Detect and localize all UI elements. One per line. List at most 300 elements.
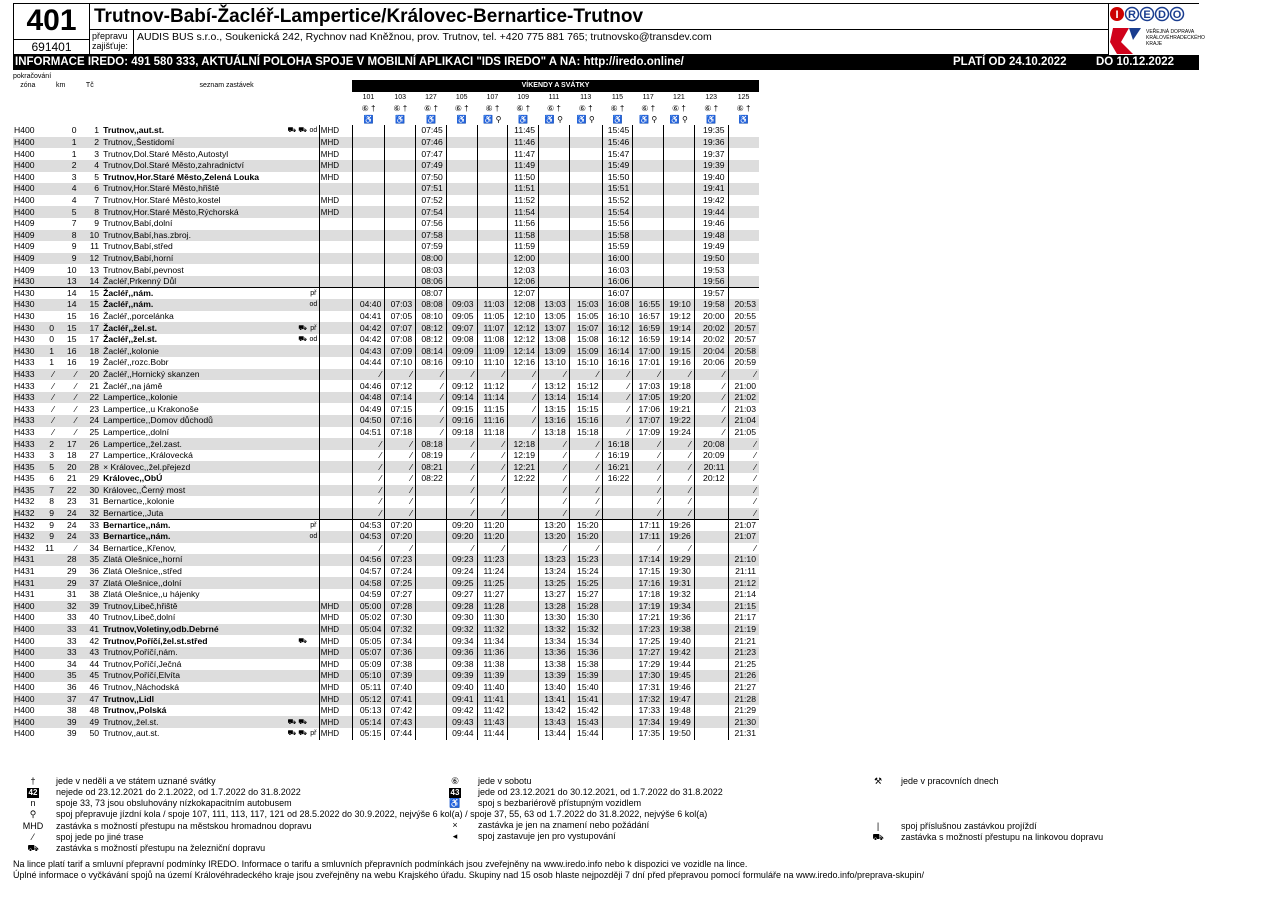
- departure-time: 07:41: [385, 693, 416, 705]
- departure-time: ⁄: [539, 450, 570, 462]
- km-alt-cell: [43, 137, 56, 149]
- stop-transfer-icon: [285, 311, 308, 323]
- stop-name: Bernartice,,kolonie: [103, 496, 175, 507]
- arr-dep-mark: [308, 183, 319, 195]
- departure-time: [633, 183, 664, 195]
- km-alt-cell: [43, 125, 56, 137]
- departure-time: 07:59: [416, 241, 447, 253]
- departure-time: ⁄: [539, 438, 570, 450]
- departure-time: [385, 264, 416, 276]
- stop-transfer-icon: [285, 299, 308, 311]
- timetable-row: [13, 311, 759, 323]
- trip-number: 123: [705, 93, 717, 101]
- km-alt-cell: [43, 647, 56, 659]
- stop-number: 43: [89, 647, 100, 658]
- departure-time: ⁄: [385, 508, 416, 520]
- timetable-row: [13, 438, 759, 450]
- departure-time: ⁄: [539, 461, 570, 473]
- arr-dep-mark: [308, 137, 319, 149]
- stop-name: Trutnov,Dol.Staré Město,zahradnictví: [103, 160, 244, 171]
- departure-time: 13:03: [539, 299, 570, 311]
- departure-time: 09:27: [446, 589, 477, 601]
- departure-time: [385, 183, 416, 195]
- departure-time: ⁄: [477, 543, 508, 555]
- departure-time: 13:40: [539, 682, 570, 694]
- stop-transfer-icon: [285, 519, 308, 531]
- departure-time: 07:51: [416, 183, 447, 195]
- zone-cell: H400: [14, 716, 35, 727]
- departure-time: [539, 172, 570, 184]
- departure-time: [694, 728, 728, 740]
- departure-time: [728, 183, 759, 195]
- departure-time: 13:20: [539, 519, 570, 531]
- header-spacer: [13, 103, 352, 125]
- departure-time: [728, 264, 759, 276]
- stop-transfer-icon: [285, 137, 308, 149]
- departure-time: [416, 705, 447, 717]
- departure-time: 13:18: [539, 427, 570, 439]
- km-alt-cell: [43, 299, 56, 311]
- km-cell: 34: [66, 658, 77, 669]
- legend-text: jede v neděli a ve státem uznané svátky: [56, 776, 216, 786]
- departure-time: [539, 288, 570, 300]
- mhd-mark: [319, 369, 352, 381]
- departure-time: 11:03: [477, 299, 508, 311]
- departure-time: [352, 253, 385, 265]
- km-alt-cell: [43, 566, 56, 578]
- departure-time: [694, 705, 728, 717]
- departure-time: [508, 728, 539, 740]
- trip-group-header: VÍKENDY A SVÁTKY: [352, 80, 759, 92]
- departure-time: [569, 253, 602, 265]
- departure-time: 21:23: [728, 647, 759, 659]
- departure-time: 19:18: [664, 380, 695, 392]
- stop-transfer-icon: [285, 682, 308, 694]
- mhd-mark: MHD: [319, 728, 352, 740]
- departure-time: 16:12: [602, 322, 633, 334]
- departure-time: [602, 554, 633, 566]
- km-alt-cell: [43, 728, 56, 740]
- departure-time: ⁄: [477, 369, 508, 381]
- stop-transfer-icon: [285, 172, 308, 184]
- stop-transfer-icon: [285, 438, 308, 450]
- km-cell: 24: [66, 531, 77, 542]
- km-alt-cell: 11: [45, 542, 55, 553]
- stop-transfer-icon: [285, 601, 308, 613]
- timetable-row: [13, 670, 759, 682]
- departure-time: [664, 288, 695, 300]
- departure-time: 11:51: [508, 183, 539, 195]
- timetable-row: [13, 508, 759, 520]
- departure-time: 17:23: [633, 624, 664, 636]
- stop-number: 18: [89, 345, 100, 356]
- departure-time: 20:55: [728, 311, 759, 323]
- stop-name: Bernartice,,Křenov,: [103, 542, 176, 553]
- departure-time: [602, 519, 633, 531]
- departure-time: 17:25: [633, 635, 664, 647]
- stop-transfer-icon: [285, 508, 308, 520]
- departure-time: 19:44: [664, 659, 695, 671]
- departure-time: 13:38: [539, 659, 570, 671]
- trip-signs: [508, 103, 539, 125]
- departure-time: 09:20: [446, 519, 477, 531]
- departure-time: 16:22: [602, 473, 633, 485]
- departure-time: ⁄: [664, 543, 695, 555]
- departure-time: 21:15: [728, 601, 759, 613]
- stop-transfer-icon: [285, 461, 308, 473]
- departure-time: 11:43: [477, 716, 508, 728]
- departure-time: 04:44: [352, 357, 385, 369]
- departure-time: 11:08: [477, 334, 508, 346]
- stop-number: 4: [94, 160, 100, 171]
- departure-time: 17:27: [633, 647, 664, 659]
- timetable-row: [13, 624, 759, 636]
- departure-time: ⁄: [539, 508, 570, 520]
- stop-number: 1: [94, 125, 100, 136]
- stop-name: Královec,,ObÚ: [103, 473, 163, 484]
- departure-time: 07:08: [385, 334, 416, 346]
- departure-time: 07:52: [416, 195, 447, 207]
- departure-time: 04:50: [352, 415, 385, 427]
- trip-service-sign: ♿: [738, 115, 749, 125]
- departure-time: [694, 716, 728, 728]
- arr-dep-mark: [308, 253, 319, 265]
- departure-time: 16:03: [602, 264, 633, 276]
- departure-time: ⁄: [446, 369, 477, 381]
- mhd-mark: MHD: [319, 601, 352, 613]
- departure-time: 19:35: [694, 125, 728, 137]
- trip-service-sign: ♿ ⚲: [639, 115, 658, 125]
- km-cell: 7: [71, 218, 77, 229]
- departure-time: ⁄: [728, 369, 759, 381]
- carrier-label: přepravu zajišťuje:: [92, 31, 128, 51]
- trip-day-sign: ⑥ †: [736, 104, 751, 114]
- stop-transfer-icon: ⛟: [298, 336, 308, 344]
- departure-time: ⁄: [477, 496, 508, 508]
- stop-name: Trutnov,,žel.st.: [103, 716, 159, 727]
- arr-dep-mark: [308, 624, 319, 636]
- trip-day-sign: ⑥ †: [671, 104, 686, 114]
- zone-cell: H433: [14, 357, 35, 368]
- departure-time: 04:42: [352, 334, 385, 346]
- departure-time: [539, 253, 570, 265]
- departure-time: 21:07: [728, 531, 759, 543]
- km-cell: 24: [66, 507, 77, 518]
- km-cell: 5: [71, 206, 77, 217]
- departure-time: [385, 172, 416, 184]
- departure-time: 09:09: [446, 345, 477, 357]
- stop-transfer-icon: [285, 589, 308, 601]
- stop-transfer-icon: [285, 624, 308, 636]
- zone-cell: H431: [14, 554, 35, 565]
- departure-time: [664, 206, 695, 218]
- stop-name: Žacléř,,nám.: [103, 299, 154, 310]
- departure-time: [446, 218, 477, 230]
- departure-time: 19:44: [694, 206, 728, 218]
- departure-time: 19:24: [664, 427, 695, 439]
- mhd-mark: MHD: [319, 137, 352, 149]
- departure-time: 15:58: [602, 230, 633, 242]
- departure-time: 07:20: [385, 531, 416, 543]
- departure-time: ⁄: [694, 392, 728, 404]
- arr-dep-mark: [308, 345, 319, 357]
- zone-cell: H409: [14, 229, 35, 240]
- stop-transfer-icon: [285, 148, 308, 160]
- arr-dep-mark: [308, 496, 319, 508]
- departure-time: 16:59: [633, 334, 664, 346]
- departure-time: [539, 125, 570, 137]
- departure-time: 19:48: [694, 230, 728, 242]
- stop-name: Trutnov,,aut.st.: [103, 728, 160, 739]
- departure-time: 15:46: [602, 137, 633, 149]
- km-alt-cell: [43, 693, 56, 705]
- departure-time: ⁄: [633, 543, 664, 555]
- departure-time: 13:24: [539, 566, 570, 578]
- departure-time: [385, 288, 416, 300]
- stop-number: 33: [89, 531, 100, 542]
- km-cell: 33: [66, 612, 77, 623]
- departure-time: 09:41: [446, 693, 477, 705]
- departure-time: 09:23: [446, 554, 477, 566]
- legend-text: jede v pracovních dnech: [901, 776, 999, 786]
- mhd-mark: [319, 450, 352, 462]
- stop-number: 11: [90, 241, 100, 252]
- timetable-row: [13, 403, 759, 415]
- departure-time: [728, 230, 759, 242]
- stop-name: Žacléř,Prkenný Důl: [103, 275, 177, 286]
- departure-time: 11:56: [508, 218, 539, 230]
- trip-signs: [416, 103, 447, 125]
- departure-time: 16:06: [602, 276, 633, 288]
- departure-time: [477, 230, 508, 242]
- mhd-mark: MHD: [319, 125, 352, 137]
- departure-time: 13:39: [539, 670, 570, 682]
- stop-name: Trutnov,Babí,pevnost: [103, 264, 184, 275]
- departure-time: 15:38: [569, 659, 602, 671]
- departure-time: 19:36: [694, 137, 728, 149]
- arr-dep-mark: [308, 566, 319, 578]
- departure-time: 20:02: [694, 334, 728, 346]
- timetable-row: [13, 647, 759, 659]
- departure-time: ⁄: [477, 508, 508, 520]
- departure-time: 15:49: [602, 160, 633, 172]
- departure-time: 08:00: [416, 253, 447, 265]
- departure-time: 04:53: [352, 531, 385, 543]
- info-text: INFORMACE IREDO: 491 580 333, AKTUÁLNÍ POLOHA SPOJE V MOBILNÍ APLIKACI "IDS IREDO" A NA: http://iredo.online/: [15, 56, 684, 68]
- trip-day-sign: ⑥ †: [516, 104, 531, 114]
- departure-time: 05:02: [352, 612, 385, 624]
- stop-number: 34: [89, 542, 100, 553]
- km-alt-cell: ⁄: [52, 392, 55, 403]
- km-alt-cell: ⁄: [52, 426, 55, 437]
- departure-time: [633, 148, 664, 160]
- km-cell: 2: [71, 160, 77, 171]
- departure-time: [633, 253, 664, 265]
- departure-time: ⁄: [569, 369, 602, 381]
- departure-time: ⁄: [508, 369, 539, 381]
- departure-time: [602, 577, 633, 589]
- waiting-note: Úplné informace o vyčkávání spojů na území Královéhradeckého kraje jsou zveřejněny na webu Krajského úřadu. Skupiny nad 15 osob hlaste nejpozději 7 dní před přepravou pomocí formuláře na www.iredo.info/preprava-skupin/: [13, 870, 925, 880]
- mhd-mark: MHD: [319, 682, 352, 694]
- departure-time: 17:34: [633, 716, 664, 728]
- departure-time: 15:42: [569, 705, 602, 717]
- iredo-logo: [1108, 4, 1205, 56]
- departure-time: ⁄: [664, 473, 695, 485]
- departure-time: [508, 670, 539, 682]
- departure-time: 08:06: [416, 276, 447, 288]
- departure-time: 08:22: [416, 473, 447, 485]
- departure-time: 19:29: [664, 554, 695, 566]
- departure-time: 21:00: [728, 380, 759, 392]
- departure-time: ⁄: [694, 380, 728, 392]
- departure-time: 15:43: [569, 716, 602, 728]
- departure-time: ⁄: [352, 496, 385, 508]
- stop-name: Žacléř,,žel.st.: [103, 334, 158, 345]
- zone-cell: H430: [14, 345, 35, 356]
- departure-time: 13:27: [539, 589, 570, 601]
- zone-cell: H400: [14, 728, 35, 739]
- timetable-row: [13, 554, 759, 566]
- departure-time: 07:39: [385, 670, 416, 682]
- carrier-divider: [133, 29, 134, 56]
- departure-time: 16:16: [602, 357, 633, 369]
- departure-time: 12:18: [508, 438, 539, 450]
- departure-time: [446, 241, 477, 253]
- departure-time: 13:28: [539, 601, 570, 613]
- departure-time: 13:15: [539, 403, 570, 415]
- departure-time: 05:12: [352, 693, 385, 705]
- departure-time: 07:09: [385, 345, 416, 357]
- timetable-row: [13, 577, 759, 589]
- departure-time: 11:38: [477, 659, 508, 671]
- departure-time: ⁄: [508, 403, 539, 415]
- departure-time: ⁄: [352, 485, 385, 497]
- departure-time: ⁄: [569, 543, 602, 555]
- departure-time: [477, 195, 508, 207]
- departure-time: [539, 160, 570, 172]
- departure-time: ⁄: [385, 485, 416, 497]
- departure-time: 04:48: [352, 392, 385, 404]
- departure-time: [416, 624, 447, 636]
- departure-time: 08:07: [416, 288, 447, 300]
- departure-time: 15:30: [569, 612, 602, 624]
- stop-name: Trutnov,Hor.Staré Město,hřiště: [103, 183, 220, 194]
- departure-time: ⁄: [728, 543, 759, 555]
- trip-day-sign: ⑥ †: [610, 104, 625, 114]
- departure-time: 05:13: [352, 705, 385, 717]
- departure-time: 07:54: [416, 206, 447, 218]
- departure-time: [416, 543, 447, 555]
- stop-transfer-icon: [285, 566, 308, 578]
- stop-name: Zlatá Olešnice,,u hájenky: [103, 589, 200, 600]
- departure-time: 15:12: [569, 380, 602, 392]
- zone-cell: H433: [14, 450, 35, 461]
- departure-time: 17:32: [633, 693, 664, 705]
- departure-time: 16:21: [602, 461, 633, 473]
- stop-number: 42: [89, 635, 100, 646]
- stop-number: 16: [89, 310, 100, 321]
- departure-time: 11:40: [477, 682, 508, 694]
- departure-time: 13:10: [539, 357, 570, 369]
- departure-time: [539, 241, 570, 253]
- departure-time: [602, 716, 633, 728]
- trip-day-sign: ⑥ †: [546, 104, 561, 114]
- departure-time: 09:12: [446, 380, 477, 392]
- departure-time: [694, 647, 728, 659]
- legend-text: jede v sobotu: [478, 776, 532, 786]
- km-alt-cell: [43, 705, 56, 717]
- mhd-mark: [319, 241, 352, 253]
- departure-time: 15:09: [569, 345, 602, 357]
- departure-time: [569, 288, 602, 300]
- col-km-header: km: [55, 82, 66, 90]
- departure-time: [446, 172, 477, 184]
- trip-day-sign: ⑥ †: [641, 104, 656, 114]
- arr-dep-mark: př: [308, 288, 319, 300]
- timetable-row: [13, 427, 759, 439]
- km-alt-cell: ⁄: [52, 380, 55, 391]
- legend-symbol: ◂: [452, 831, 458, 841]
- stop-name: Trutnov,Voletiny,odb.Debrné: [103, 624, 219, 635]
- departure-time: [508, 508, 539, 520]
- departure-time: ⁄: [508, 380, 539, 392]
- arr-dep-mark: [308, 473, 319, 485]
- arr-dep-mark: [308, 172, 319, 184]
- departure-time: ⁄: [416, 403, 447, 415]
- km-alt-cell: [43, 264, 56, 276]
- departure-time: 12:06: [508, 276, 539, 288]
- departure-time: 11:23: [477, 554, 508, 566]
- arr-dep-mark: [308, 682, 319, 694]
- departure-time: 20:06: [694, 357, 728, 369]
- km-cell: 1: [71, 148, 77, 159]
- stop-transfer-icon: [285, 288, 308, 300]
- km-cell: 1: [71, 137, 77, 148]
- trip-signs: [446, 103, 477, 125]
- departure-time: 20:58: [728, 345, 759, 357]
- departure-time: 16:14: [602, 345, 633, 357]
- stop-number: 22: [89, 392, 100, 403]
- trip-number: 101: [362, 93, 375, 101]
- departure-time: 21:21: [728, 635, 759, 647]
- departure-time: [602, 624, 633, 636]
- departure-time: [416, 577, 447, 589]
- zone-cell: H409: [14, 253, 35, 264]
- departure-time: [352, 125, 385, 137]
- departure-time: 08:12: [416, 322, 447, 334]
- zone-cell: H433: [14, 415, 35, 426]
- departure-time: 11:15: [477, 403, 508, 415]
- km-alt-cell: 0: [49, 334, 55, 345]
- departure-time: 07:14: [385, 392, 416, 404]
- departure-time: [539, 218, 570, 230]
- stop-name: Královec,,Černý most: [103, 484, 186, 495]
- stop-name: Trutnov,,Polská: [103, 705, 167, 716]
- departure-time: 21:03: [728, 403, 759, 415]
- mhd-mark: [319, 485, 352, 497]
- departure-time: 19:26: [664, 519, 695, 531]
- zone-cell: H430: [14, 299, 35, 310]
- mhd-mark: [319, 299, 352, 311]
- stop-name: Žacléř,,rozc.Bobr: [103, 357, 169, 368]
- departure-time: [569, 264, 602, 276]
- arr-dep-mark: [308, 357, 319, 369]
- trip-number: 125: [737, 93, 750, 101]
- line-id: 691401: [14, 40, 90, 56]
- departure-time: 17:01: [633, 357, 664, 369]
- departure-time: [633, 241, 664, 253]
- arr-dep-mark: [308, 670, 319, 682]
